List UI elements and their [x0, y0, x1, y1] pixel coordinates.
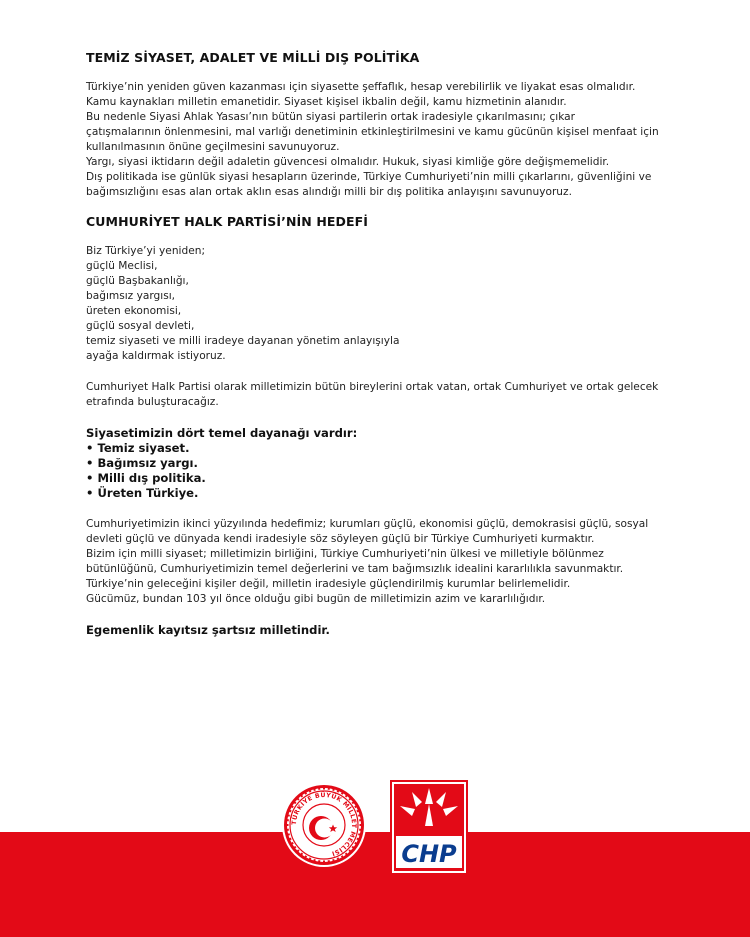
text-line: güçlü Meclisi,: [86, 260, 158, 272]
text-line: Yargı, siyasi iktidarın değil adaletin güvencesi olmalıdır. Hukuk, siyasi kimliğe göre değişmemelidir.: [86, 156, 610, 168]
vision-paragraph: [86, 517, 676, 607]
pillar-item: • Temiz siyaset.: [86, 441, 190, 455]
text-line: bağımsızlığını esas alan ortak aklın esas alındığı milli bir dış politika anlayışını savunuyoruz.: [86, 186, 572, 198]
text-line: üreten ekonomisi,: [86, 305, 182, 317]
pillars-list: [86, 426, 676, 501]
text-line: kullanılmasının önüne geçilmesini savunuyoruz.: [86, 141, 340, 153]
chp-logo-text: CHP: [401, 840, 457, 868]
pillar-item: • Milli dış politika.: [86, 471, 206, 485]
text-line: Cumhuriyet Halk Partisi olarak milletimizin bütün bireylerini ortak vatan, ortak Cumhuriyet ve ortak gelecek: [86, 381, 659, 393]
text-line: ayağa kaldırmak istiyoruz.: [86, 350, 226, 362]
pillars-heading: Siyasetimizin dört temel dayanağı vardır:: [86, 426, 358, 440]
goal-list: [86, 244, 676, 364]
section-title-party-goal: CUMHURİYET HALK PARTİSİ’NİN HEDEFİ: [86, 214, 369, 229]
text-line: çatışmalarının önlenmesini, mal varlığı denetiminin etkinleştirilmesini ve kamu gücünün kişisel menfaat için: [86, 126, 659, 138]
text-line: devleti güçlü ve dünyada kendi iradesiyle söz söyleyen güçlü bir Türkiye Cumhuriyeti kurmaktır.: [86, 533, 595, 545]
text-line: Türkiye’nin yeniden güven kazanması için siyasette şeffaflık, hesap verebilirlik ve liyakat esas olmalıdır.: [86, 81, 636, 93]
text-line: bütünlüğünü, Cumhuriyetimizin temel değerlerini ve tam bağımsızlık idealini kararlılıkla savunmaktır.: [86, 563, 624, 575]
text-line: Biz Türkiye’yi yeniden;: [86, 245, 206, 257]
clean-politics-paragraph: [86, 80, 676, 200]
section-title-clean-politics: TEMİZ SİYASET, ADALET VE MİLLİ DIŞ POLİTİKA: [86, 50, 420, 65]
document-body: [86, 50, 676, 637]
text-line: Kamu kaynakları milletin emanetidir. Siyaset kişisel ikbalin değil, kamu hizmetinin alanıdır.: [86, 96, 567, 108]
closing-statement: Egemenlik kayıtsız şartsız milletindir.: [86, 623, 330, 637]
text-line: etrafında buluşturacağız.: [86, 396, 219, 408]
pillar-item: • Bağımsız yargı.: [86, 456, 198, 470]
text-line: temiz siyaseti ve milli iradeye dayanan yönetim anlayışıyla: [86, 335, 400, 347]
text-line: bağımsız yargısı,: [86, 290, 176, 302]
footer-red-band: [0, 832, 750, 937]
text-line: Cumhuriyetimizin ikinci yüzyılında hedefimiz; kurumları güçlü, ekonomisi güçlü, demokrasisi güçlü, sosyal: [86, 518, 649, 530]
text-line: güçlü Başbakanlığı,: [86, 275, 189, 287]
text-line: Dış politikada ise günlük siyasi hesapların üzerinde, Türkiye Cumhuriyeti’nin milli çıkarlarını, güvenliğini ve: [86, 171, 652, 183]
unity-paragraph: [86, 380, 676, 410]
text-line: Bizim için milli siyaset; milletimizin birliğini, Türkiye Cumhuriyeti’nin ülkesi ve milletiyle bölünmez: [86, 548, 604, 560]
tbmm-seal-icon: [281, 782, 367, 868]
text-line: Gücümüz, bundan 103 yıl önce olduğu gibi bugün de milletimizin azim ve kararlılığıdır.: [86, 593, 546, 605]
pillar-item: • Üreten Türkiye.: [86, 486, 199, 500]
text-line: Bu nedenle Siyasi Ahlak Yasası’nın bütün siyasi partilerin ortak iradesiyle çıkarılmasını; çıkar: [86, 111, 576, 123]
text-line: Türkiye’nin geleceğini kişiler değil, milletin iradesiyle güçlendirilmiş kurumlar belirlemelidir.: [86, 578, 571, 590]
seal-ring-text: TÜRKİYE BÜYÜK MİLLET MECLİSİ: [290, 791, 358, 857]
chp-logo: [390, 780, 468, 875]
text-line: güçlü sosyal devleti,: [86, 320, 195, 332]
